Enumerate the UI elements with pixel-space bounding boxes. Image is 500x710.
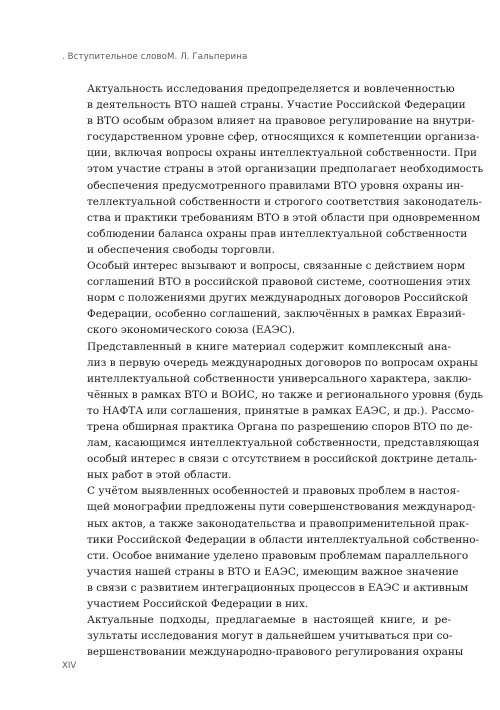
text-line: Представленный в книге материал содержит комплексный ана- <box>87 340 451 353</box>
paragraph-1 <box>87 81 484 258</box>
text-line: зультаты исследования могут в дальнейшем учитываться при со- <box>87 630 453 643</box>
text-line: Актуальные подходы, предлагаемые в настоящей книге, и ре- <box>87 614 451 627</box>
text-line: в связи с развитием интеграционных процессов в ЕАЭС и активным <box>87 581 469 594</box>
text-line: в деятельность ВТО нашей страны. Участие Российской Федерации <box>87 99 466 112</box>
text-line: трена обширная практика Органа по разрешению споров ВТО по де- <box>87 420 473 433</box>
text-line: вершенствовании международно-правового регулирования охраны <box>87 646 464 659</box>
text-line: Особый интерес вызывают и вопросы, связанные с действием норм <box>87 260 466 273</box>
text-line: норм с положениями других международных договоров Российской <box>87 292 469 305</box>
text-line: теллектуальной собственности и строгого соответствия законодатель- <box>87 195 482 208</box>
text-line-last: участием Российской Федерации в них. <box>87 598 309 610</box>
text-line: щей монографии предложены пути совершенствования международ- <box>87 501 476 514</box>
text-line-last: ных работ в этой области. <box>87 469 232 482</box>
text-line: Федерации, особенно соглашений, заключённых в рамках Евразий- <box>87 308 466 321</box>
running-head: . Вступительное словоМ. Л. Гальперина <box>62 52 248 62</box>
text-line-last: ского экономического союза (ЕАЭС). <box>87 324 296 337</box>
paragraph-4 <box>87 483 480 612</box>
text-line: обеспечения предусмотренного правилами ВТО уровня охраны ин- <box>87 179 464 192</box>
text-line: то НАФТА или соглашения, принятые в рамках ЕАЭС, и др.). Рассмо- <box>87 404 475 417</box>
text-line: чённых в рамках ВТО и ВОИС, но также и регионального уровня (будь <box>87 388 484 401</box>
text-line: государственном уровне сфер, относящихся к компетенции организа- <box>87 131 480 144</box>
text-line: этом участие страны в этой организации предполагает необходимость <box>87 163 484 176</box>
text-line: лам, касающимся интеллектуальной собственности, представляющая <box>87 437 480 450</box>
text-line: интеллектуальной собственности универсального характера, заклю- <box>87 372 472 385</box>
text-line: ции, включая вопросы охраны интеллектуальной собственности. При <box>87 147 477 160</box>
text-line: соглашений ВТО в российской правовой системе, соотношения этих <box>87 276 471 289</box>
text-line: Актуальность исследования предопределяется и вовлеченностью <box>87 83 455 95</box>
body-text <box>87 81 484 660</box>
page-number: XIV <box>62 661 77 671</box>
text-line: участия нашей страны в ВТО и ЕАЭС, имеющим важное значение <box>87 565 459 578</box>
text-line: ных актов, а также законодательства и правоприменительной прак- <box>87 517 469 530</box>
text-line: С учётом выявленных особенностей и правовых проблем в настоя- <box>87 485 460 498</box>
paragraph-5 <box>87 612 464 660</box>
text-line: тики Российской Федерации в области интеллектуальной собственно- <box>87 533 480 546</box>
text-line-last: и обеспечения свободы торговли. <box>87 243 275 256</box>
text-line: сти. Особое внимание уделено правовым проблемам параллельного <box>87 549 469 562</box>
paragraph-3 <box>87 339 484 484</box>
text-line: лиз в первую очередь международных договоров по вопросам охраны <box>87 356 478 369</box>
text-line: в ВТО особым образом влияет на правовое регулирование на внутри- <box>87 115 475 128</box>
text-line: особый интерес в связи с отсутствием в российской доктрине деталь- <box>87 453 478 466</box>
text-line: соблюдении баланса охраны прав интеллектуальной собственности <box>87 227 468 240</box>
text-line: ства и практики требованиям ВТО в этой области при одновременном <box>87 211 481 224</box>
paragraph-2 <box>87 258 471 338</box>
